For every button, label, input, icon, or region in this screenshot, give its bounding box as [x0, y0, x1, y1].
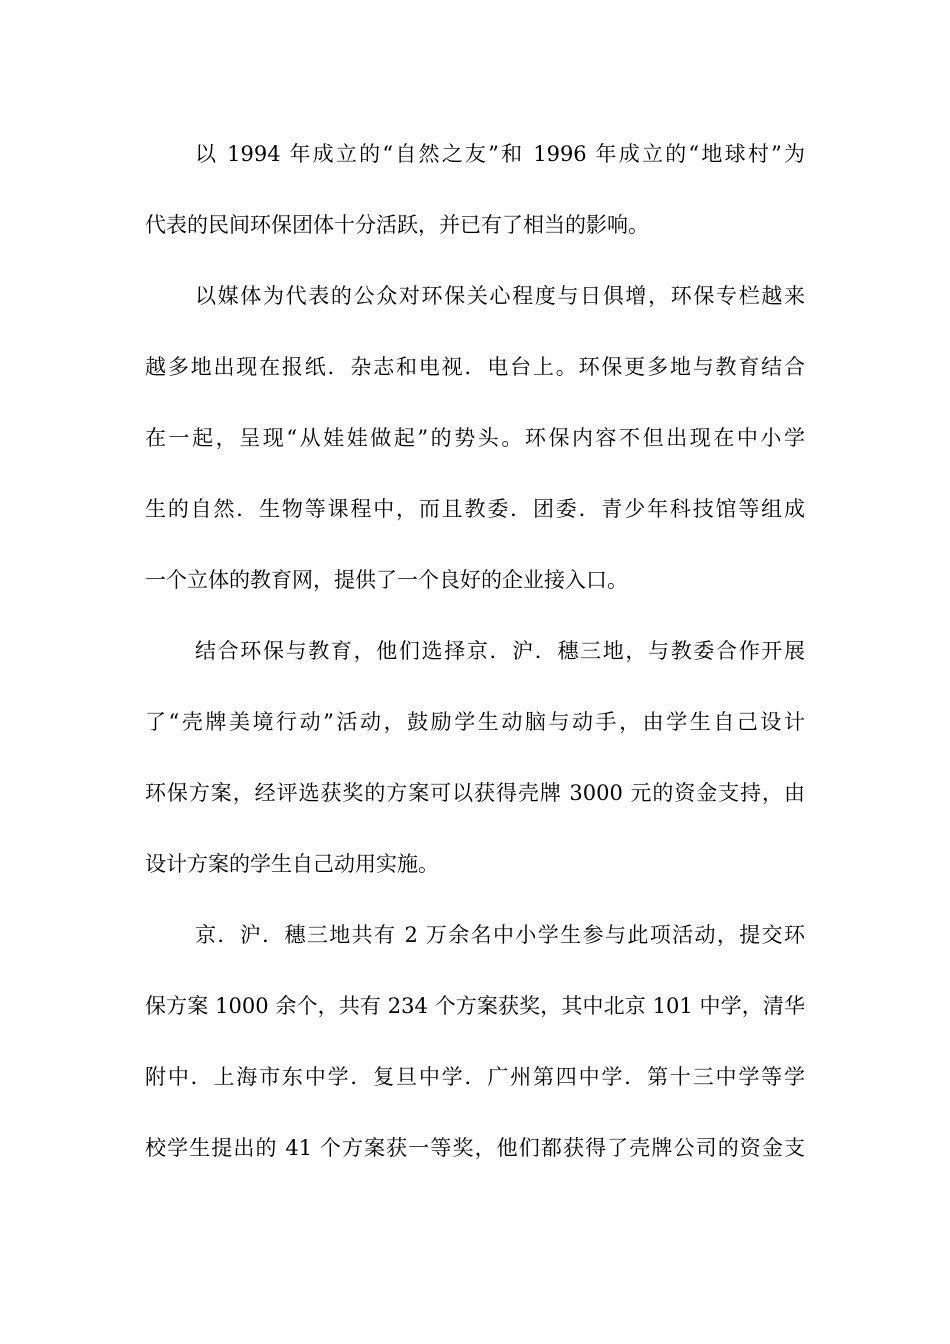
- paragraph-2-line-4: 生的自然．生物等课程中，而且教委．团委．青少年科技馆等组成: [145, 497, 805, 521]
- paragraph-3-line-3: 环保方案，经评选获奖的方案可以获得壳牌 3000 元的资金支持，由: [145, 781, 805, 805]
- paragraph-2-line-1: 以媒体为代表的公众对环保关心程度与日俱增，环保专栏越来: [195, 284, 805, 308]
- paragraph-3-line-4: 设计方案的学生自己动用实施。: [145, 852, 439, 876]
- paragraph-4-line-3: 附中．上海市东中学．复旦中学．广州第四中学．第十三中学等学: [145, 1065, 805, 1089]
- paragraph-1-line-2: 代表的民间环保团体十分活跃，并已有了相当的影响。: [145, 213, 649, 237]
- paragraph-2-line-5: 一个立体的教育网，提供了一个良好的企业接入口。: [145, 568, 628, 592]
- paragraph-3-line-1: 结合环保与教育，他们选择京．沪．穗三地，与教委合作开展: [195, 639, 805, 663]
- paragraph-2-line-3: 在一起，呈现“从娃娃做起”的势头。环保内容不但出现在中小学: [145, 426, 805, 450]
- paragraph-1-line-1: 以 1994 年成立的“自然之友”和 1996 年成立的“地球村”为: [195, 142, 805, 166]
- paragraph-2-line-2: 越多地出现在报纸．杂志和电视．电台上。环保更多地与教育结合: [145, 355, 805, 379]
- paragraph-4-line-2: 保方案 1000 余个，共有 234 个方案获奖，其中北京 101 中学，清华: [145, 994, 805, 1018]
- paragraph-3-line-2: 了“壳牌美境行动”活动，鼓励学生动脑与动手，由学生自己设计: [145, 710, 805, 734]
- paragraph-4-line-1: 京．沪．穗三地共有 2 万余名中小学生参与此项活动，提交环: [195, 923, 805, 947]
- paragraph-4-line-4: 校学生提出的 41 个方案获一等奖，他们都获得了壳牌公司的资金支: [145, 1136, 805, 1160]
